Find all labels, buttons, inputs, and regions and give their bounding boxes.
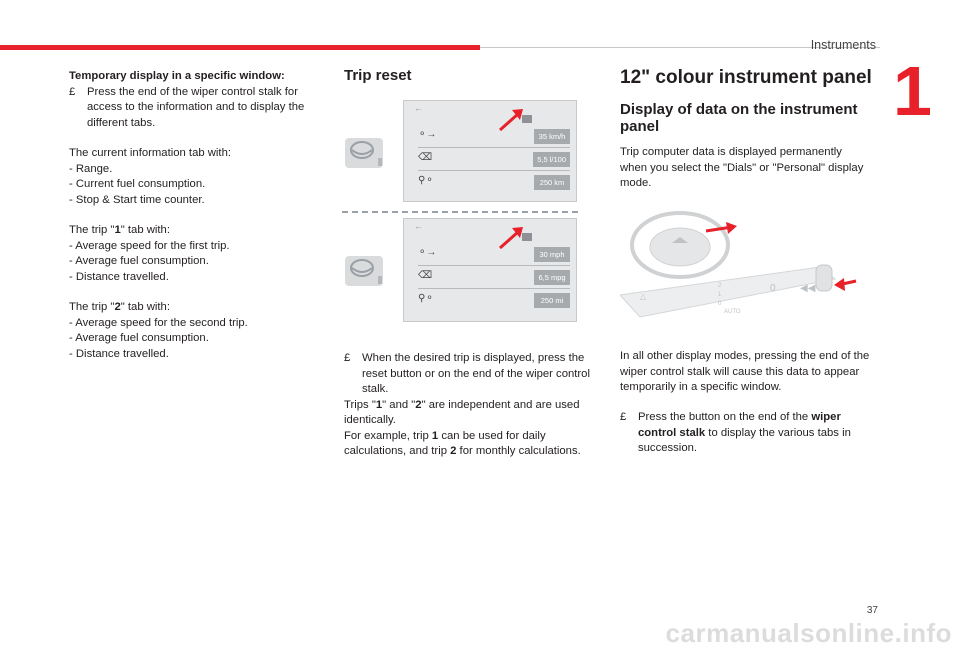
speed-value: 30 mph: [534, 247, 570, 262]
red-arrow-pointer: [498, 224, 528, 250]
header-red-bar: [0, 45, 480, 50]
panel-para2: In all other display modes, pressing the end of the wiper control stalk will cause this data to appear temporarily in a specific window.: [620, 350, 870, 393]
trip-reset-title: Trip reset: [344, 67, 412, 84]
steering-wheel-button-icon: [344, 252, 384, 288]
trip1-item: - Average fuel consumption.: [69, 255, 209, 267]
consumption-value: 6,5 mpg: [534, 270, 570, 285]
bullet-press-wiper: £ Press the button on the end of the wiper control stalk to display the various tabs in succession.: [620, 411, 851, 454]
panel-intro: Trip computer data is displayed permanently when you select the "Dials" or "Personal" display mode.: [620, 146, 864, 189]
svg-text:0: 0: [718, 301, 722, 307]
section-title: Instruments: [810, 38, 876, 52]
fuel-pump-icon: ⌫: [418, 152, 433, 163]
bullet-marker: £: [344, 352, 351, 364]
distance-value: 250 mi: [534, 293, 570, 308]
consumption-row: [418, 150, 570, 171]
current-item: - Stop & Start time counter.: [69, 193, 205, 206]
panel-title: 12" colour instrument panel: [620, 67, 872, 88]
car-distance-icon: ⚲⚬: [418, 175, 434, 186]
trip2-item: - Distance travelled.: [69, 347, 169, 360]
distance-row: [418, 291, 570, 311]
car-speed-icon: ⚬→: [418, 129, 437, 140]
svg-text:0: 0: [770, 283, 776, 294]
trip-reset-text: [344, 351, 602, 460]
current-item: - Current fuel consumption.: [69, 178, 206, 190]
trip-screen-metric: [403, 100, 577, 202]
back-arrow-icon: ←: [414, 221, 423, 231]
trip2-item: - Average speed for the second trip.: [69, 316, 248, 329]
column-left: [69, 69, 324, 362]
bullet-marker: £: [69, 85, 76, 98]
svg-text:1: 1: [718, 292, 722, 298]
steering-wheel-button-icon: [344, 134, 384, 170]
bullet-text: Press the end of the wiper control stalk for access to the information and to display the different tabs.: [87, 85, 305, 129]
bullet-reset: [344, 351, 602, 398]
watermark: carmanualsonline.info: [665, 618, 952, 648]
wiper-stalk-illustration: [620, 207, 860, 335]
consumption-row: [418, 268, 570, 289]
red-arrow-pointer: [498, 106, 528, 132]
trips-independent: Trips "1" and "2" are independent and are used identically.: [344, 398, 580, 426]
car-speed-icon: ⚬→: [418, 247, 437, 258]
trip1-intro: The trip "1" tab with:: [69, 224, 170, 236]
speed-row: [418, 127, 570, 148]
svg-text:2: 2: [718, 283, 722, 289]
svg-text:◀◀: ◀◀: [800, 283, 816, 294]
chapter-number: 1: [893, 52, 932, 130]
car-distance-icon: ⚲⚬: [418, 293, 434, 304]
trip2-intro: The trip "2" tab with:: [69, 301, 170, 313]
current-item: - Range.: [69, 162, 113, 175]
consumption-value: 5,5 l/100: [533, 152, 570, 167]
trips-example: For example, trip 1 can be used for daily calculations, and trip 2 for monthly calculations.: [344, 429, 581, 457]
svg-text:AUTO: AUTO: [724, 309, 741, 315]
page-number: 37: [866, 605, 878, 616]
trip-screen-imperial: [403, 218, 577, 322]
temporary-display-heading: Temporary display in a specific window:: [69, 70, 285, 82]
speed-value: 35 km/h: [534, 129, 570, 144]
back-arrow-icon: ←: [414, 103, 423, 113]
bullet-marker: £: [620, 411, 627, 423]
distance-row: [418, 173, 570, 193]
distance-value: 250 km: [534, 175, 570, 190]
panel-subtitle: Display of data on the instrument panel: [620, 101, 858, 135]
fuel-pump-icon: ⌫: [418, 270, 433, 281]
dashed-separator: [342, 211, 578, 213]
svg-text:△: △: [640, 292, 647, 301]
bullet-text: When the desired trip is displayed, press the reset button or on the end of the wiper control stalk.: [362, 352, 590, 395]
speed-row: [418, 245, 570, 266]
trip1-item: - Average speed for the first trip.: [69, 239, 230, 252]
trip1-item: - Distance travelled.: [69, 270, 169, 283]
trip2-item: - Average fuel consumption.: [69, 332, 209, 344]
panel-bullet: [620, 410, 872, 457]
bullet-press-stalk: [69, 85, 324, 132]
current-tab-intro: The current information tab with:: [69, 147, 231, 159]
